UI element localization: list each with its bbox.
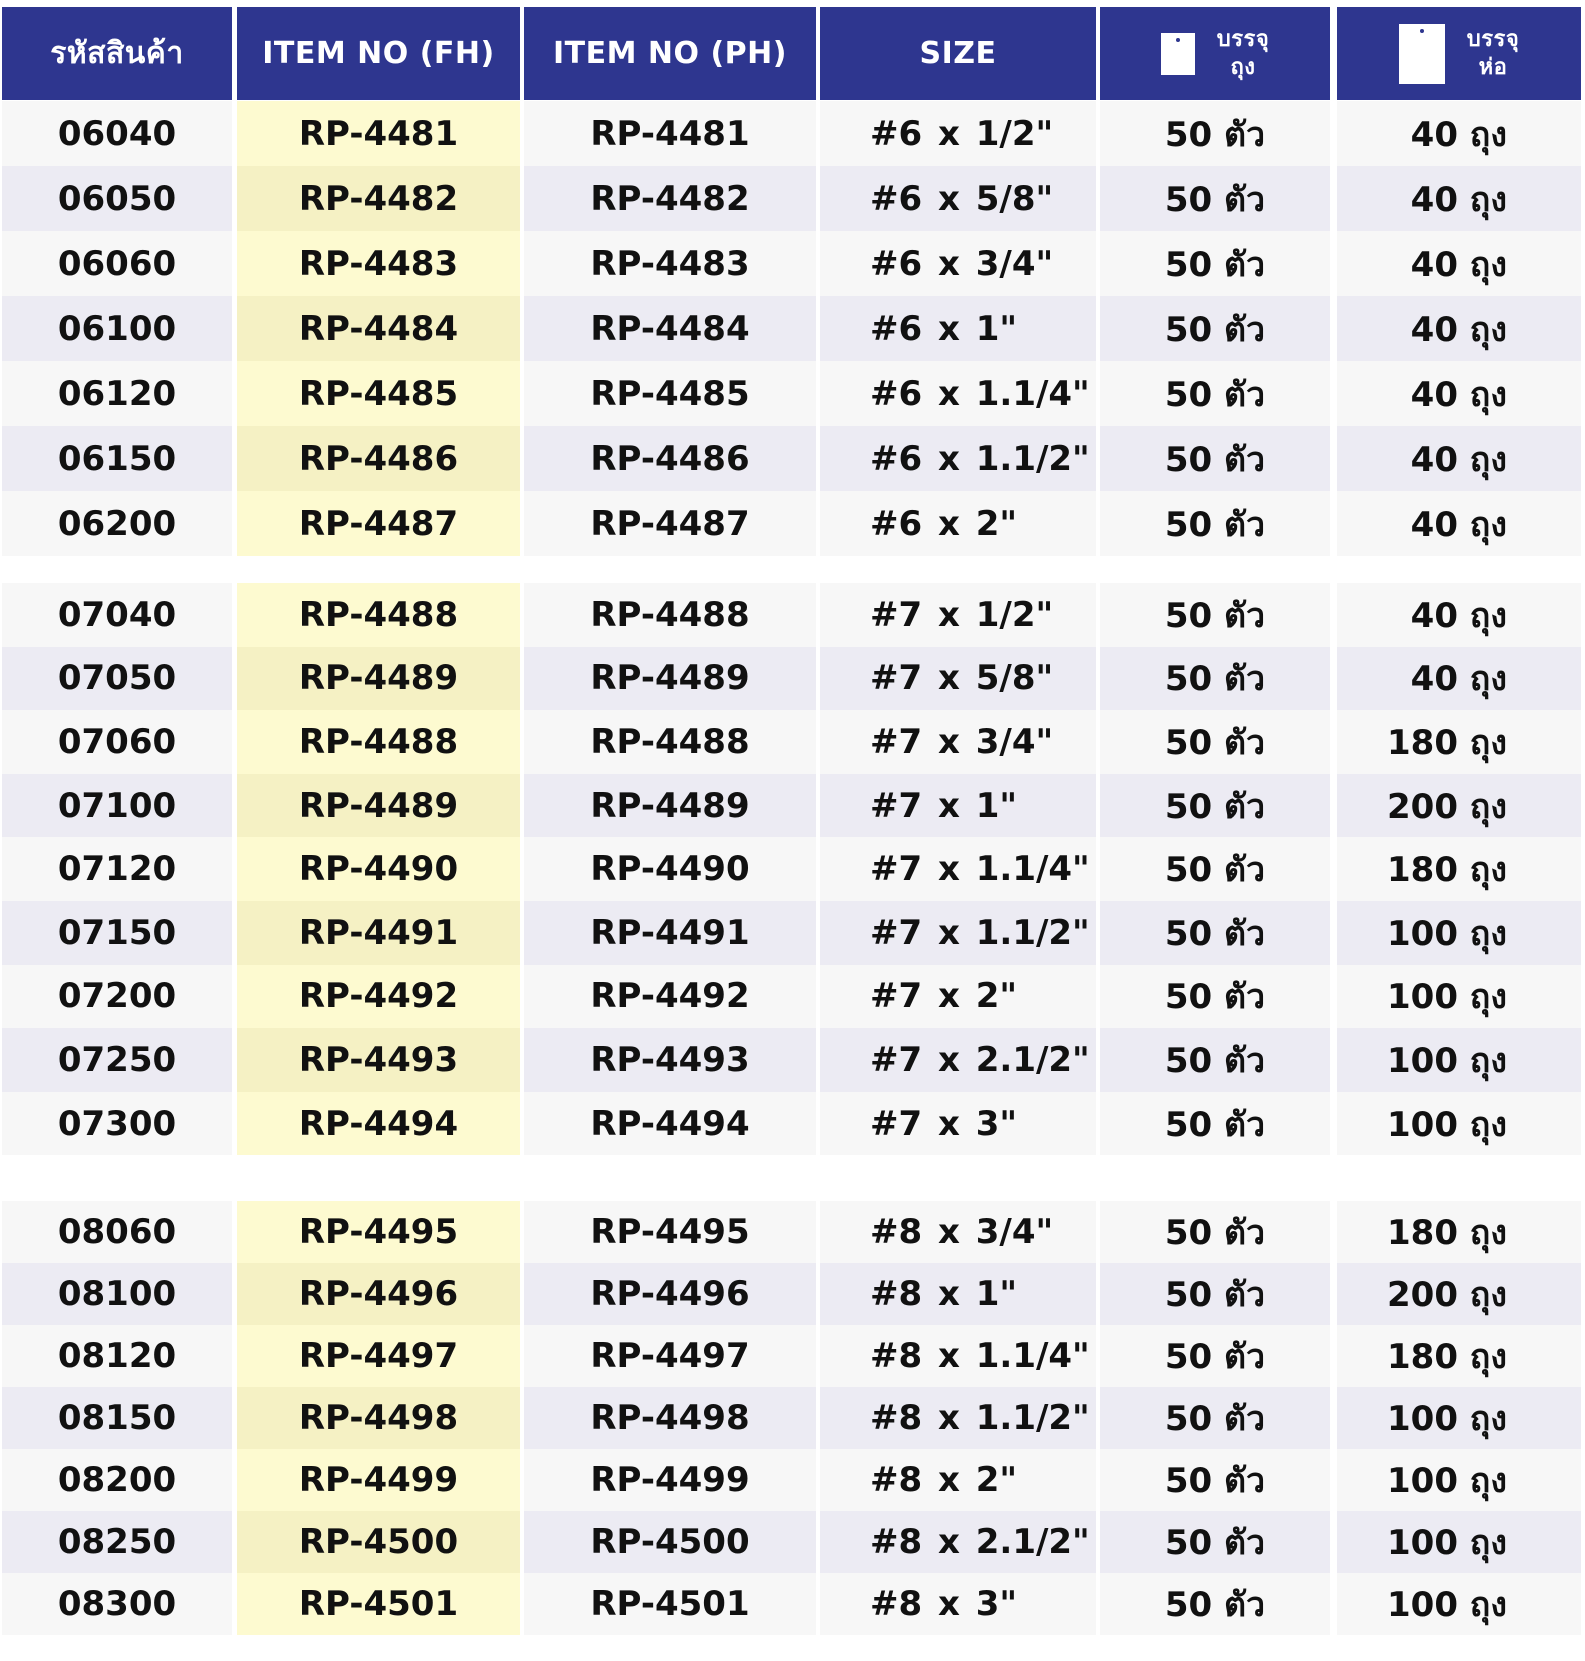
item-no-fh-cell: RP-4492 [237, 965, 520, 1029]
product-code-cell: 06060 [2, 231, 232, 296]
per-bag-cell: 50 ตัว [1100, 361, 1330, 426]
item-no-ph-cell: RP-4490 [524, 837, 816, 901]
per-pack-cell: 100 ถุง [1337, 1387, 1581, 1449]
row-group [0, 583, 1585, 1155]
per-pack-cell: 40 ถุง [1337, 426, 1581, 491]
per-pack-cell: 100 ถุง [1337, 901, 1581, 965]
item-no-fh-cell: RP-4491 [237, 901, 520, 965]
per-bag-cell: 50 ตัว [1100, 647, 1330, 711]
item-no-ph-cell: RP-4495 [524, 1201, 816, 1263]
product-code-cell: 06050 [2, 166, 232, 231]
per-pack-cell: 40 ถุง [1337, 296, 1581, 361]
per-bag-cell: 50 ตัว [1100, 1092, 1330, 1156]
table-row [0, 901, 1585, 965]
size-cell: #7 x 2.1/2" [820, 1028, 1096, 1092]
size-cell: #7 x 3/4" [820, 710, 1096, 774]
per-pack-cell: 40 ถุง [1337, 647, 1581, 711]
header-per-bag-line1: บรรจุ [1216, 26, 1270, 52]
product-code-cell: 08060 [2, 1201, 232, 1263]
per-pack-cell: 200 ถุง [1337, 1263, 1581, 1325]
table-row [0, 1573, 1585, 1635]
per-bag-cell: 50 ตัว [1100, 1201, 1330, 1263]
item-no-fh-cell: RP-4499 [237, 1449, 520, 1511]
size-cell: #7 x 5/8" [820, 647, 1096, 711]
table-row [0, 491, 1585, 556]
size-cell: #8 x 2.1/2" [820, 1511, 1096, 1573]
item-no-ph-cell: RP-4501 [524, 1573, 816, 1635]
product-code-cell: 07250 [2, 1028, 232, 1092]
product-code-cell: 07040 [2, 583, 232, 647]
size-cell: #8 x 3/4" [820, 1201, 1096, 1263]
per-bag-cell: 50 ตัว [1100, 491, 1330, 556]
header-per-bag-line2: ถุง [1230, 54, 1256, 80]
product-code-cell: 06100 [2, 296, 232, 361]
row-group [0, 101, 1585, 556]
item-no-ph-cell: RP-4484 [524, 296, 816, 361]
per-bag-cell: 50 ตัว [1100, 101, 1330, 166]
header-per-bag [1100, 7, 1330, 100]
product-code-cell: 07050 [2, 647, 232, 711]
item-no-fh-cell: RP-4489 [237, 774, 520, 838]
header-size: SIZE [820, 7, 1096, 100]
item-no-fh-cell: RP-4482 [237, 166, 520, 231]
item-no-fh-cell: RP-4487 [237, 491, 520, 556]
item-no-ph-cell: RP-4489 [524, 647, 816, 711]
per-bag-cell: 50 ตัว [1100, 901, 1330, 965]
per-pack-cell: 100 ถุง [1337, 1511, 1581, 1573]
table-row [0, 101, 1585, 166]
per-bag-cell: 50 ตัว [1100, 296, 1330, 361]
table-row [0, 837, 1585, 901]
item-no-fh-cell: RP-4483 [237, 231, 520, 296]
item-no-ph-cell: RP-4489 [524, 774, 816, 838]
size-cell: #6 x 2" [820, 491, 1096, 556]
item-no-ph-cell: RP-4481 [524, 101, 816, 166]
per-bag-cell: 50 ตัว [1100, 583, 1330, 647]
product-code-cell: 08150 [2, 1387, 232, 1449]
per-bag-cell: 50 ตัว [1100, 1028, 1330, 1092]
size-cell: #6 x 1.1/2" [820, 426, 1096, 491]
size-cell: #7 x 2" [820, 965, 1096, 1029]
product-code-cell: 08250 [2, 1511, 232, 1573]
per-bag-cell: 50 ตัว [1100, 774, 1330, 838]
size-cell: #6 x 3/4" [820, 231, 1096, 296]
per-pack-cell: 180 ถุง [1337, 837, 1581, 901]
header-per-pack [1337, 7, 1581, 100]
header-per-pack-line1: บรรจุ [1466, 26, 1520, 52]
item-no-fh-cell: RP-4494 [237, 1092, 520, 1156]
item-no-fh-cell: RP-4493 [237, 1028, 520, 1092]
item-no-ph-cell: RP-4499 [524, 1449, 816, 1511]
item-no-fh-cell: RP-4486 [237, 426, 520, 491]
table-row [0, 361, 1585, 426]
header-item-no-ph: ITEM NO (PH) [524, 7, 816, 100]
item-no-ph-cell: RP-4494 [524, 1092, 816, 1156]
header-item-no-fh: ITEM NO (FH) [237, 7, 520, 100]
table-row [0, 1263, 1585, 1325]
table-row [0, 1449, 1585, 1511]
per-pack-cell: 200 ถุง [1337, 774, 1581, 838]
product-code-cell: 08200 [2, 1449, 232, 1511]
size-cell: #7 x 3" [820, 1092, 1096, 1156]
item-no-fh-cell: RP-4490 [237, 837, 520, 901]
table-row [0, 1201, 1585, 1263]
item-no-ph-cell: RP-4492 [524, 965, 816, 1029]
per-bag-cell: 50 ตัว [1100, 166, 1330, 231]
item-no-ph-cell: RP-4485 [524, 361, 816, 426]
table-row [0, 647, 1585, 711]
per-pack-cell: 180 ถุง [1337, 1201, 1581, 1263]
size-cell: #7 x 1/2" [820, 583, 1096, 647]
size-cell: #6 x 1" [820, 296, 1096, 361]
table-row [0, 1511, 1585, 1573]
per-pack-cell: 40 ถุง [1337, 166, 1581, 231]
table-row [0, 1387, 1585, 1449]
product-code-cell: 07300 [2, 1092, 232, 1156]
item-no-fh-cell: RP-4484 [237, 296, 520, 361]
item-no-fh-cell: RP-4485 [237, 361, 520, 426]
table-row [0, 965, 1585, 1029]
per-pack-cell: 40 ถุง [1337, 583, 1581, 647]
item-no-ph-cell: RP-4486 [524, 426, 816, 491]
table-row [0, 166, 1585, 231]
item-no-fh-cell: RP-4498 [237, 1387, 520, 1449]
per-pack-cell: 100 ถุง [1337, 965, 1581, 1029]
header-per-pack-line2: ห่อ [1478, 54, 1508, 80]
per-bag-cell: 50 ตัว [1100, 1325, 1330, 1387]
item-no-fh-cell: RP-4497 [237, 1325, 520, 1387]
item-no-ph-cell: RP-4497 [524, 1325, 816, 1387]
per-bag-cell: 50 ตัว [1100, 1449, 1330, 1511]
item-no-ph-cell: RP-4496 [524, 1263, 816, 1325]
per-pack-cell: 100 ถุง [1337, 1449, 1581, 1511]
per-bag-cell: 50 ตัว [1100, 1511, 1330, 1573]
product-code-cell: 07100 [2, 774, 232, 838]
product-code-cell: 06200 [2, 491, 232, 556]
per-bag-cell: 50 ตัว [1100, 710, 1330, 774]
table-row [0, 1028, 1585, 1092]
per-bag-cell: 50 ตัว [1100, 426, 1330, 491]
product-code-cell: 08300 [2, 1573, 232, 1635]
product-code-cell: 06120 [2, 361, 232, 426]
item-no-fh-cell: RP-4500 [237, 1511, 520, 1573]
per-pack-cell: 40 ถุง [1337, 101, 1581, 166]
per-bag-cell: 50 ตัว [1100, 1573, 1330, 1635]
product-code-cell: 08100 [2, 1263, 232, 1325]
table-header [0, 7, 1585, 100]
item-no-ph-cell: RP-4482 [524, 166, 816, 231]
table-row [0, 296, 1585, 361]
size-cell: #7 x 1.1/2" [820, 901, 1096, 965]
header-product-code: รหัสสินค้า [2, 7, 232, 100]
per-bag-cell: 50 ตัว [1100, 837, 1330, 901]
per-bag-cell: 50 ตัว [1100, 965, 1330, 1029]
bag-icon [1161, 33, 1195, 75]
item-no-fh-cell: RP-4496 [237, 1263, 520, 1325]
table-row [0, 583, 1585, 647]
per-bag-cell: 50 ตัว [1100, 1387, 1330, 1449]
product-code-cell: 06040 [2, 101, 232, 166]
size-cell: #8 x 2" [820, 1449, 1096, 1511]
product-code-cell: 08120 [2, 1325, 232, 1387]
item-no-fh-cell: RP-4488 [237, 710, 520, 774]
table-row [0, 1325, 1585, 1387]
size-cell: #8 x 1.1/2" [820, 1387, 1096, 1449]
per-pack-cell: 40 ถุง [1337, 361, 1581, 426]
product-code-cell: 07200 [2, 965, 232, 1029]
table-row [0, 774, 1585, 838]
size-cell: #6 x 5/8" [820, 166, 1096, 231]
table-row [0, 710, 1585, 774]
product-code-cell: 06150 [2, 426, 232, 491]
pack-icon [1399, 24, 1445, 84]
item-no-fh-cell: RP-4481 [237, 101, 520, 166]
item-no-ph-cell: RP-4500 [524, 1511, 816, 1573]
item-no-fh-cell: RP-4489 [237, 647, 520, 711]
per-bag-cell: 50 ตัว [1100, 1263, 1330, 1325]
table-row [0, 231, 1585, 296]
per-bag-cell: 50 ตัว [1100, 231, 1330, 296]
size-cell: #7 x 1" [820, 774, 1096, 838]
table-row [0, 426, 1585, 491]
size-cell: #8 x 3" [820, 1573, 1096, 1635]
item-no-ph-cell: RP-4487 [524, 491, 816, 556]
size-cell: #6 x 1.1/4" [820, 361, 1096, 426]
product-code-cell: 07060 [2, 710, 232, 774]
per-pack-cell: 40 ถุง [1337, 491, 1581, 556]
item-no-fh-cell: RP-4488 [237, 583, 520, 647]
item-no-ph-cell: RP-4488 [524, 710, 816, 774]
item-no-ph-cell: RP-4491 [524, 901, 816, 965]
per-pack-cell: 100 ถุง [1337, 1028, 1581, 1092]
size-cell: #8 x 1" [820, 1263, 1096, 1325]
item-no-ph-cell: RP-4483 [524, 231, 816, 296]
row-group [0, 1201, 1585, 1635]
per-pack-cell: 100 ถุง [1337, 1573, 1581, 1635]
size-cell: #6 x 1/2" [820, 101, 1096, 166]
per-pack-cell: 40 ถุง [1337, 231, 1581, 296]
item-no-ph-cell: RP-4488 [524, 583, 816, 647]
per-pack-cell: 100 ถุง [1337, 1092, 1581, 1156]
item-no-fh-cell: RP-4495 [237, 1201, 520, 1263]
size-cell: #7 x 1.1/4" [820, 837, 1096, 901]
size-cell: #8 x 1.1/4" [820, 1325, 1096, 1387]
per-pack-cell: 180 ถุง [1337, 710, 1581, 774]
per-pack-cell: 180 ถุง [1337, 1325, 1581, 1387]
item-no-fh-cell: RP-4501 [237, 1573, 520, 1635]
item-no-ph-cell: RP-4493 [524, 1028, 816, 1092]
product-code-cell: 07120 [2, 837, 232, 901]
item-no-ph-cell: RP-4498 [524, 1387, 816, 1449]
table-row [0, 1092, 1585, 1156]
product-code-cell: 07150 [2, 901, 232, 965]
